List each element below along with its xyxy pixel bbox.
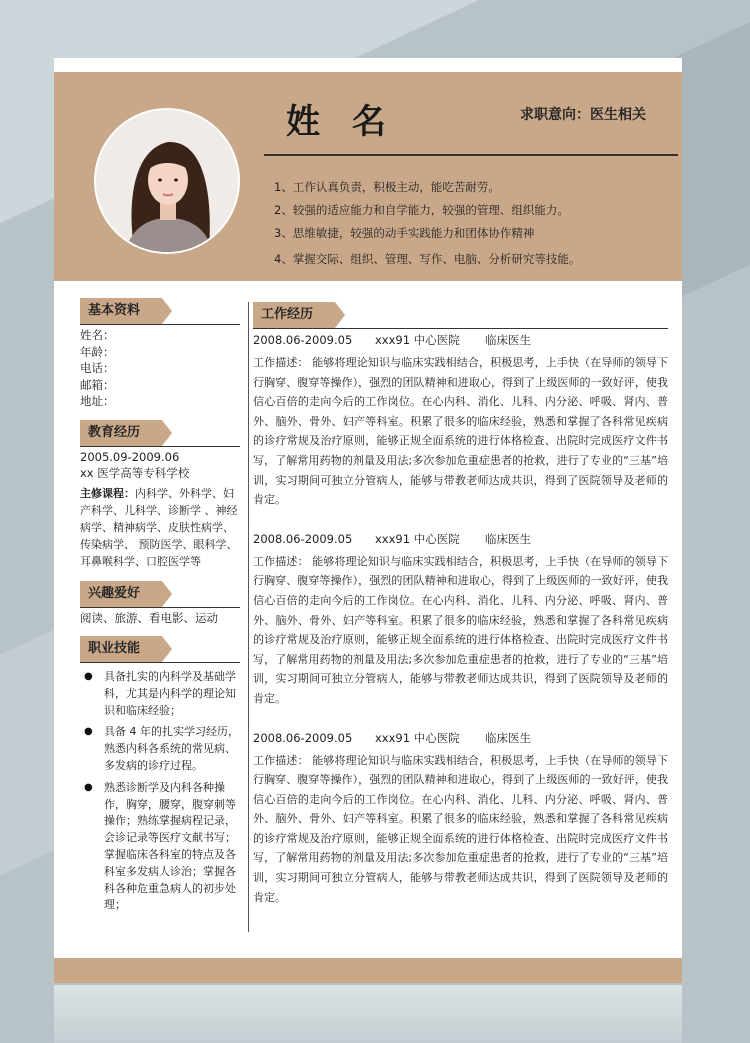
resume-header: [54, 72, 682, 281]
job-header: [253, 729, 668, 747]
job-intent: 求职意向：医生相关: [520, 107, 646, 123]
job-date: 2008.06-2009.05: [253, 333, 353, 347]
footer-bar: [54, 958, 682, 983]
job-role: 临床医生: [485, 333, 531, 347]
divider: [80, 607, 240, 608]
education-section: [80, 420, 240, 571]
column-divider: [248, 302, 249, 932]
field-phone: 电话：: [80, 361, 115, 375]
field-age: 年龄：: [80, 344, 115, 359]
summary-item: 3、思维敏捷，较强的动手实践能力和团体协作精神: [274, 226, 535, 240]
skill-item: ● 熟悉诊断学及内科各种操作，胸穿，腰穿，腹穿刺等操作；熟练掌握病程记录，会诊记录等医疗文献书写；掌握临床各科室的特点及各科室多发病人诊治；掌握各科各种危重急病人的初步处理；: [80, 780, 240, 914]
job-header: [253, 331, 668, 349]
basic-info-section: [80, 298, 240, 410]
divider: [80, 324, 240, 325]
courses-text: 内科学、外科学、妇产科学、儿科学、诊断学 、神经病学、精神病学、皮肤性病学、传染病学、 预防医学、眼科学、耳鼻喉科学、口腔医学等: [80, 486, 238, 569]
summary-item: 4、掌握交际、组织、管理、写作、电脑、分析研究等技能。: [274, 252, 581, 266]
job-company: xxx91 中心医院: [375, 333, 460, 347]
resume-page: [54, 58, 682, 983]
hobby-section: [80, 581, 240, 627]
left-column: [80, 298, 240, 924]
field-email: 邮箱：: [80, 377, 115, 392]
hobby-text: 阅读、旅游、看电影、运动: [80, 610, 218, 625]
divider: [80, 446, 240, 447]
avatar: [94, 108, 240, 254]
job-role: 临床医生: [485, 730, 531, 745]
divider: [253, 328, 668, 329]
job-entry: [253, 530, 668, 709]
page-reflection: [54, 985, 682, 1043]
resume-name: 姓 名: [286, 102, 396, 142]
job-description: 工作描述： 能够将理论知识与临床实践相结合，积极思考，上手快（在导师的领导下行胸穿、腹穿等操作），强烈的团队精神和进取心，得到了上级医师的一致好评，使我信心百倍的走向今后的工作岗位。在心内科、消化、儿科、内分泌、呼吸、肾内、普外、脑外、骨外、妇产等科室。积累了很多的临床经验，熟悉和掌握了各科常见疾病的诊疗常规及治疗原则，能够正规全面系统的进行体格检查、出院时完成医疗文件书写，了解常用药物的剂量及用法;多次参加危重症患者的抢救，进行了专业的“三基”培训，实习期间可独立分管病人，能够与带教老师达成共识，得到了医院领导及老师的肯定。: [253, 753, 668, 904]
section-title: 兴趣爱好: [80, 581, 162, 607]
job-description: 工作描述： 能够将理论知识与临床实践相结合，积极思考，上手快（在导师的领导下行胸穿、腹穿等操作），强烈的团队精神和进取心，得到了上级医师的一致好评，使我信心百倍的走向今后的工作岗位。在心内科、消化、儿科、内分泌、呼吸、肾内、普外、脑外、骨外、妇产等科室。积累了很多的临床经验，熟悉和掌握了各科常见疾病的诊疗常规及治疗原则，能够正规全面系统的进行体格检查、出院时完成医疗文件书写，了解常用药物的剂量及用法;多次参加危重症患者的抢救，进行了专业的“三基”培训，实习期间可独立分管病人，能够与带教老师达成共识，得到了医院领导及老师的肯定。: [253, 356, 668, 507]
divider: [80, 662, 240, 663]
divider: [264, 154, 678, 156]
job-date: 2008.06-2009.05: [253, 730, 353, 745]
skills-section: [80, 636, 240, 914]
courses: [80, 485, 240, 571]
job-header: [253, 530, 668, 548]
education-date: 2005.09-2009.06: [80, 449, 180, 464]
skill-item: ● 具备扎实的内科学及基础学科，尤其是内科学的理论知识和临床经验；: [80, 669, 240, 719]
courses-label: 主修课程：: [80, 486, 135, 500]
field-name: 姓名：: [80, 328, 115, 342]
summary-list: [274, 176, 580, 271]
job-description: 工作描述： 能够将理论知识与临床实践相结合，积极思考，上手快（在导师的领导下行胸穿、腹穿等操作），强烈的团队精神和进取心，得到了上级医师的一致好评，使我信心百倍的走向今后的工作岗位。在心内科、消化、儿科、内分泌、呼吸、肾内、普外、脑外、骨外、妇产等科室。积累了很多的临床经验，熟悉和掌握了各科常见疾病的诊疗常规及治疗原则，能够正规全面系统的进行体格检查、出院时完成医疗文件书写，了解常用药物的剂量及用法;多次参加危重症患者的抢救，进行了专业的“三基”培训，实习期间可独立分管病人，能够与带教老师达成共识，得到了医院领导及老师的肯定。: [253, 554, 668, 705]
right-column: [253, 302, 668, 907]
job-entry: [253, 729, 668, 908]
summary-item: 1、工作认真负责，积极主动，能吃苦耐劳。: [274, 180, 500, 194]
section-title: 工作经历: [253, 302, 335, 328]
section-title: 教育经历: [80, 420, 162, 446]
field-address: 地址：: [80, 394, 115, 408]
job-company: xxx91 中心医院: [375, 730, 460, 745]
job-role: 临床医生: [485, 531, 531, 546]
job-entry: [253, 331, 668, 510]
skills-list: [80, 669, 240, 914]
job-company: xxx91 中心医院: [375, 531, 460, 546]
section-title: 职业技能: [80, 636, 162, 662]
skill-item: ● 具备 4 年的扎实学习经历，熟悉内科各系统的常见病、多发病的诊疗过程。: [80, 724, 240, 774]
education-school: xx 医学高等专科学校: [80, 465, 190, 480]
job-date: 2008.06-2009.05: [253, 531, 353, 546]
section-title: 基本资料: [80, 298, 162, 324]
summary-item: 2、较强的适应能力和自学能力，较强的管理、组织能力。: [274, 203, 569, 217]
